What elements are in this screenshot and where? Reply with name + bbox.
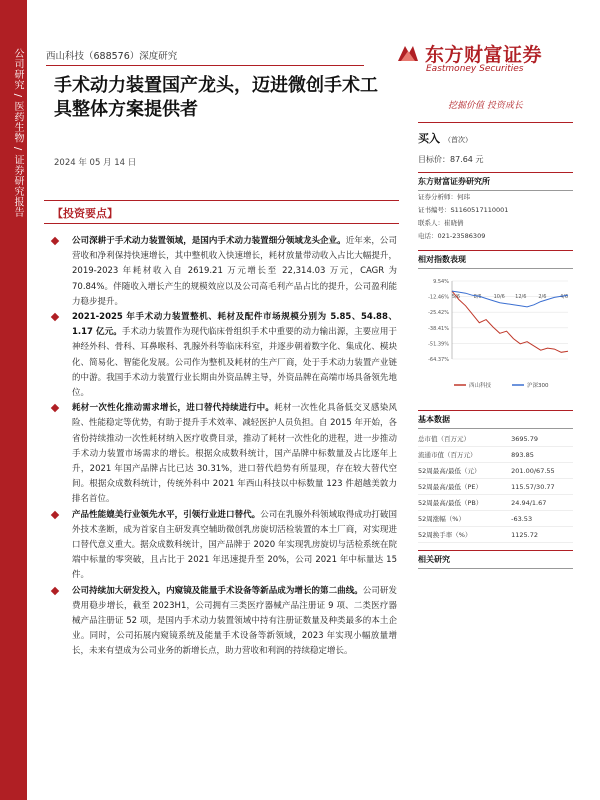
chart-y-tick: -64.37% bbox=[428, 357, 449, 363]
paragraph-text: 公司在乳腺外科领域取得成功打破国外技术垄断，成为首家自主研发真空辅助微创乳房旋切活检装置的本土厂商，对实现进口替代意义重大。据众成数科统计，国产品牌于 2020 年实现乳房旋切与活检系统在院端中标量的零突破，且占比于 2021 年迅速提升至 20%，公司 2021 年中标量达 15 件。 bbox=[72, 509, 397, 581]
cert-number: 证书编号：S1160517110001 bbox=[418, 206, 509, 214]
chart-x-tick: 8/6 bbox=[473, 294, 482, 301]
investment-body bbox=[52, 234, 397, 660]
chart-y-tick: -12.46% bbox=[428, 294, 449, 301]
rating-label: 买入 bbox=[418, 132, 440, 145]
basic-data-label: 52周换手率（%） bbox=[418, 527, 507, 543]
slogan: 挖掘价值 投资成长 bbox=[448, 101, 523, 111]
analyst: 证券分析师：何玮 bbox=[418, 193, 470, 201]
chart-title: 相对指数表现 bbox=[418, 250, 573, 269]
diamond-bullet-icon bbox=[51, 313, 59, 321]
sidebar-band bbox=[0, 0, 27, 800]
relative-index-chart bbox=[418, 273, 573, 403]
related-title: 相关研究 bbox=[418, 550, 573, 569]
chart-x-tick: 12/6 bbox=[515, 294, 527, 301]
chart-y-tick: -51.39% bbox=[428, 341, 449, 348]
basic-data-row bbox=[418, 527, 573, 543]
chart-series-line bbox=[452, 291, 568, 307]
basic-data-value: 1125.72 bbox=[507, 527, 573, 543]
paragraph-text: 耗材一次性化具备低交叉感染风险、性能稳定等优势，有助于提升手术效率、减轻医护人员负担。自 2015 年开始，各省份持续推动一次性耗材纳入医疗收费目录，推动了耗材一次性化的进程，进一步推动手术动力装置市场需求的增长。根据众成数科统计，国产品牌中标数量及占比逐年上升，2021 年国产品牌占比已达 30.31%，进口替代趋势有所显现，存在较大替代空间。根据众成数科统计，传统外科中 2021 年西山科技以中标数量 123 件超越美敦力排名首位。 bbox=[72, 403, 397, 505]
chart-y-tick: -38.41% bbox=[428, 325, 449, 332]
institution-title: 东方财富证券研究所 bbox=[418, 172, 573, 191]
basic-data-label: 52周最高/最低（元） bbox=[418, 463, 507, 479]
diamond-bullet-icon bbox=[51, 237, 59, 245]
diamond-bullet-icon bbox=[51, 510, 59, 518]
rating-note: （首次） bbox=[444, 136, 472, 144]
target-price: 目标价：87.64 元 bbox=[418, 155, 484, 164]
basic-data-row bbox=[418, 511, 573, 527]
paragraph-text: 手术动力装置作为现代临床骨组织手术中重要的动力输出源，主要应用于神经外科、骨科、耳鼻喉科、乳腺外科等临床科室，并逐步朝着数字化、集成化、模块化、简易化、智能化发展。公司作为整机及耗材的生产厂商，处于手术动力装置产业链的中游。我国手术动力装置行业长期由外资品牌主导，外资品牌在高端市场具备领先地位。 bbox=[72, 327, 397, 399]
basic-data-label: 52周最高/最低（PE） bbox=[418, 479, 507, 495]
basic-data-row bbox=[418, 495, 573, 511]
report-title: 手术动力装置国产龙头，迈进微创手术工具整体方案提供者 bbox=[54, 75, 378, 120]
basic-data-row bbox=[418, 431, 573, 447]
basic-data-value: -63.53 bbox=[507, 511, 573, 527]
paragraph-lead: 2021-2025 年手术动力装置整机、耗材及配件市场规模分别为 5.85、54.88、1.17 亿元。 bbox=[72, 312, 397, 338]
investment-paragraph bbox=[52, 234, 397, 310]
investment-paragraph bbox=[52, 584, 397, 660]
paragraph-text: 公司研发费用稳步增长，截至 2023H1，公司拥有三类医疗器械产品注册证 9 项、二类医疗器械产品注册证 52 项，是国内手术动力装置领域中持有注册证数量及种类最多的本土企业。同时，公司拓展内窥镜系统及能量手术设备等新领域，2023 年实现小幅放量增长，未来有望成为公司业务的新增长点，助力营收和利润的持续稳定增长。 bbox=[72, 585, 397, 657]
logo-en: Eastmoney Securities bbox=[426, 64, 524, 74]
report-category: 公司研究 / 医药生物 / 证券研究报告 bbox=[12, 48, 23, 218]
chart-y-tick: 9.54% bbox=[433, 279, 449, 285]
diamond-bullet-icon bbox=[51, 404, 59, 412]
paragraph-lead: 耗材一次性化推动需求增长，进口替代持续进行中。 bbox=[72, 403, 275, 414]
rating bbox=[418, 130, 573, 146]
report-date: 2024 年 05 月 14 日 bbox=[54, 158, 137, 168]
investment-header bbox=[44, 200, 399, 224]
basic-data-value: 115.57/30.77 bbox=[507, 479, 573, 495]
basic-data-row bbox=[418, 479, 573, 495]
paragraph-lead: 公司持续加大研发投入，内窥镜及能量手术设备等新品成为增长的第二曲线。 bbox=[72, 585, 363, 596]
chart-y-tick: -25.42% bbox=[428, 310, 449, 317]
diamond-bullet-icon bbox=[51, 586, 59, 594]
chart-x-tick: 4/6 bbox=[559, 294, 569, 301]
eastmoney-logo bbox=[395, 38, 555, 82]
chart-x-tick: 5/6 bbox=[451, 294, 461, 301]
basic-data-value: 24.94/1.67 bbox=[507, 495, 573, 511]
basic-data-label: 流通市值（百万元） bbox=[418, 447, 507, 463]
right-panel bbox=[418, 122, 573, 569]
basic-data-title: 基本数据 bbox=[418, 410, 573, 429]
paragraph-lead: 公司深耕于手术动力装置领域，是国内手术动力装置细分领域龙头企业。 bbox=[72, 236, 346, 246]
basic-data-table bbox=[418, 431, 573, 543]
basic-data-row bbox=[418, 463, 573, 479]
paragraph-lead: 产品性能媲美行业领先水平，引领行业进口替代。 bbox=[72, 509, 261, 520]
basic-data-label: 52周涨幅（%） bbox=[418, 511, 507, 527]
contact: 联系人：崔晓倩 bbox=[418, 219, 464, 227]
company-header: 西山科技（688576）深度研究 bbox=[46, 48, 364, 66]
phone: 电话：021-23586309 bbox=[418, 232, 486, 240]
chart-legend-label: 沪深300 bbox=[527, 383, 549, 389]
paragraph-text: 近年来，公司营收和净利保持快速增长，其中整机收入快速增长，耗材放量带动收入占比大幅提升，2019-2023 年耗材收入自 2619.21 万元增长至 22,314.03 万元，CAGR 为 70.84%。伴随收入增长产生的规模效应以及公司高毛利产品占比的提升，公司盈利能力稳步提升。 bbox=[72, 236, 397, 307]
rating-divider bbox=[418, 122, 573, 123]
chart-x-tick: 10/6 bbox=[493, 294, 505, 301]
investment-paragraph bbox=[52, 310, 397, 401]
chart-x-tick: 2/6 bbox=[538, 294, 547, 301]
basic-data-value: 201.00/67.55 bbox=[507, 463, 573, 479]
investment-title: 【投资要点】 bbox=[52, 207, 118, 220]
logo-cn: 东方财富证券 bbox=[425, 44, 543, 66]
basic-data-label: 52周最高/最低（PB） bbox=[418, 495, 507, 511]
chart-svg bbox=[418, 273, 573, 403]
basic-data-label: 总市值（百万元） bbox=[418, 431, 507, 447]
investment-paragraph bbox=[52, 508, 397, 584]
logo-mark-icon bbox=[395, 40, 421, 66]
basic-data-value: 893.85 bbox=[507, 447, 573, 463]
investment-paragraph bbox=[52, 401, 397, 507]
chart-legend-label: 西山科技 bbox=[469, 383, 492, 389]
basic-data-value: 3695.79 bbox=[507, 431, 573, 447]
basic-data-row bbox=[418, 447, 573, 463]
